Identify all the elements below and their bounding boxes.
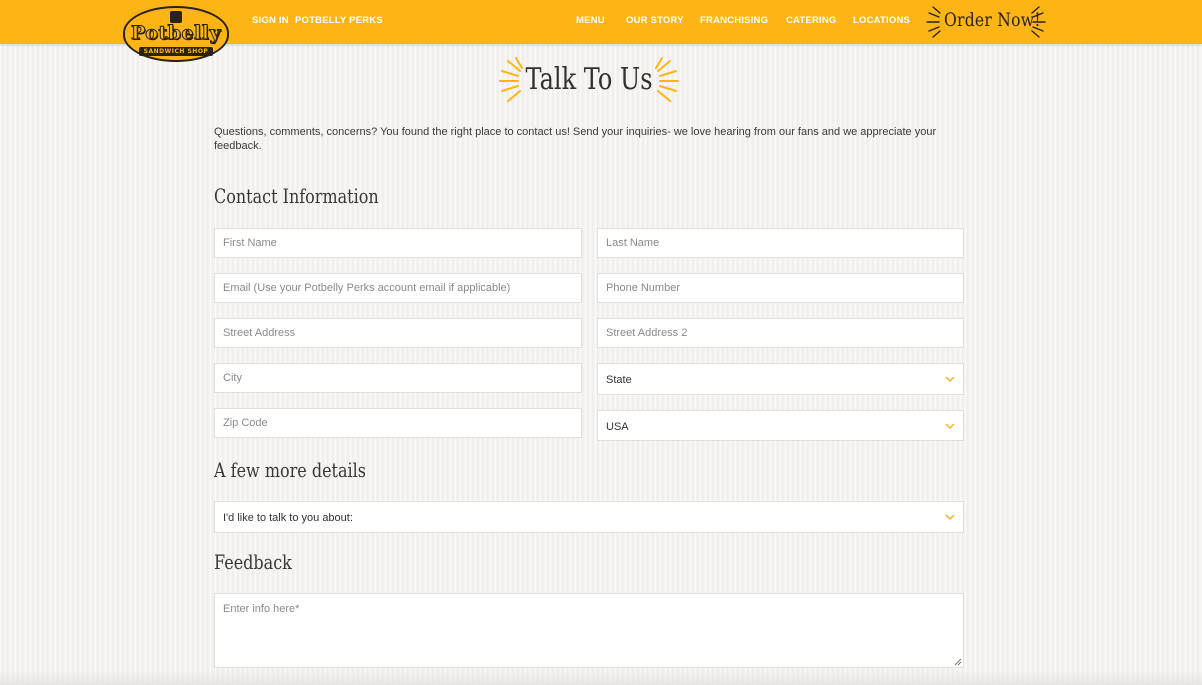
last-name-input[interactable] bbox=[598, 229, 963, 257]
order-now-label: Order Now! bbox=[944, 9, 1041, 31]
first-name-field[interactable] bbox=[214, 228, 582, 258]
page-title: Talk To Us bbox=[525, 62, 653, 97]
nav-catering-link[interactable]: CATERING bbox=[786, 15, 837, 26]
feedback-heading: Feedback bbox=[214, 550, 292, 574]
potbelly-logo[interactable] bbox=[123, 6, 229, 62]
phone-field[interactable] bbox=[597, 273, 964, 303]
sign-in-link[interactable]: SIGN IN bbox=[252, 15, 289, 26]
first-name-input[interactable] bbox=[215, 229, 581, 257]
street-address-field[interactable] bbox=[214, 318, 582, 348]
logo-subtitle: SANDWICH SHOP bbox=[139, 47, 213, 56]
city-field[interactable] bbox=[214, 363, 582, 393]
contact-information-heading: Contact Information bbox=[214, 184, 379, 208]
country-select-value: USA bbox=[606, 421, 629, 433]
intro-text: Questions, comments, concerns? You found the right place to contact us! Send your inquiries- we love hearing from our fans and we appreciate your feedback. bbox=[214, 126, 937, 152]
street-address-input[interactable] bbox=[215, 319, 581, 347]
order-now-button[interactable] bbox=[924, 4, 1048, 40]
chevron-down-icon bbox=[945, 422, 955, 430]
email-field[interactable] bbox=[214, 273, 582, 303]
potbelly-perks-link[interactable]: POTBELLY PERKS bbox=[295, 15, 383, 26]
logo-wordmark: Potbelly bbox=[130, 22, 222, 44]
last-name-field[interactable] bbox=[597, 228, 964, 258]
state-select[interactable] bbox=[597, 363, 964, 395]
bottom-fade bbox=[0, 670, 1202, 685]
topic-select[interactable] bbox=[214, 501, 964, 533]
feedback-field[interactable] bbox=[214, 593, 964, 668]
top-navigation-bar bbox=[0, 0, 1202, 55]
more-details-heading: A few more details bbox=[214, 458, 366, 482]
phone-input[interactable] bbox=[598, 274, 963, 302]
topic-select-value: I'd like to talk to you about: bbox=[223, 512, 353, 524]
city-input[interactable] bbox=[215, 364, 581, 392]
resize-handle-icon[interactable] bbox=[954, 658, 962, 666]
street-address-2-field[interactable] bbox=[597, 318, 964, 348]
nav-franchising-link[interactable]: FRANCHISING bbox=[700, 15, 769, 26]
street-address-2-input[interactable] bbox=[598, 319, 963, 347]
feedback-textarea[interactable] bbox=[215, 594, 963, 667]
zip-code-input[interactable] bbox=[215, 409, 581, 437]
nav-menu-link[interactable]: MENU bbox=[576, 15, 605, 26]
nav-locations-link[interactable]: LOCATIONS bbox=[853, 15, 911, 26]
email-input[interactable] bbox=[215, 274, 581, 302]
state-select-value: State bbox=[606, 374, 632, 386]
nav-our-story-link[interactable]: OUR STORY bbox=[626, 15, 684, 26]
zip-code-field[interactable] bbox=[214, 408, 582, 438]
chevron-down-icon bbox=[945, 513, 955, 521]
chevron-down-icon bbox=[945, 375, 955, 383]
page-title-block bbox=[496, 56, 682, 106]
country-select[interactable] bbox=[597, 410, 964, 441]
